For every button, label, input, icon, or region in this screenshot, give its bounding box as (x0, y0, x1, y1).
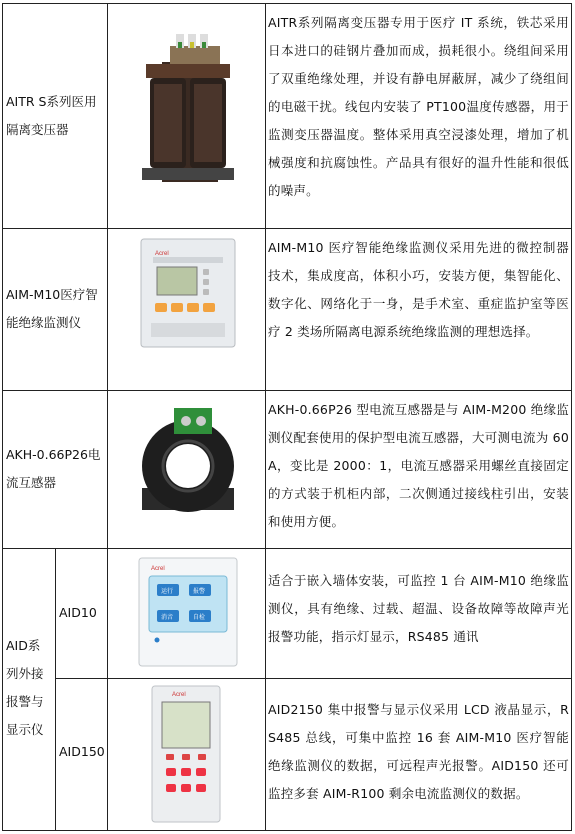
mute-button-label: 消音 (161, 614, 174, 621)
insulation-monitor-image (133, 237, 243, 352)
product-description: AIM-M10 医疗智能绝缘监测仪采用先进的微控制器技术，集成度高，体积小巧，安装方便，集智能化、数字化、网络化于一身，是手术室、重症监护室等医疗 2 类场所隔离电源系统绝缘监测的理想选择。 (268, 240, 569, 339)
brand-logo: Acrel (151, 566, 165, 572)
current-transformer-image (128, 400, 248, 520)
product-description: 适合于嵌入墙体安装，可监控 1 台 AIM-M10 绝缘监测仪，具有绝缘、过载、超温、设备故障等故障声光报警功能，指示灯显示，RS485 通讯 (268, 573, 569, 644)
product-name: AIM-M10医疗智能绝缘监测仪 (6, 287, 98, 330)
group-name: AID系列外接报警与显示仪 (6, 638, 44, 737)
col-divider (265, 3, 266, 831)
col-divider (55, 548, 56, 831)
lcd-display-unit-image (150, 684, 222, 824)
run-button-label: 运行 (161, 588, 174, 595)
isolation-transformer-image (140, 24, 236, 199)
product-name: AID150 (59, 744, 105, 759)
row-divider (2, 228, 572, 229)
row-divider (2, 3, 572, 4)
col-divider (571, 3, 572, 831)
product-description: AID2150 集中报警与显示仪采用 LCD 液晶显示，RS485 总线，可集中监控 16 套 AIM-M10 医疗智能绝缘监测仪的数据，可远程声光报警。AID150 还可监控多套 AIM-R100 剩余电流监测仪的数据。 (268, 702, 569, 801)
alarm-panel-image (137, 556, 239, 668)
row-divider (2, 830, 572, 831)
col-divider (107, 3, 108, 831)
self-test-button-label: 自检 (193, 614, 206, 621)
alarm-button-label: 报警 (193, 588, 206, 595)
brand-logo: Acrel (172, 692, 186, 698)
brand-logo: Acrel (155, 251, 169, 257)
product-name: AITR S系列医用隔离变压器 (6, 94, 97, 137)
row-divider (2, 390, 572, 391)
product-description: AITR系列隔离变压器专用于医疗 IT 系统，铁芯采用日本进口的硅钢片叠加而成，损耗很小。绕组间采用了双重绝缘处理，并设有静电屏蔽屏，减少了绕组间的电磁干扰。线包内安装了 PT100温度传感器，用于监测变压器温度。整体采用真空浸漆处理，增加了机械强度和抗腐蚀性。产品具有很好的温升性能和很低的噪声。 (268, 15, 569, 198)
row-divider (55, 678, 572, 679)
product-name: AKH-0.66P26电流互感器 (6, 447, 101, 490)
product-name: AID10 (59, 605, 97, 620)
col-divider (2, 3, 3, 831)
product-description: AKH-0.66P26 型电流互感器是与 AIM-M200 绝缘监测仪配套使用的保护型电流互感器，大可测电流为 60A，变比是 2000：1，电流互感器采用螺丝直接固定的方式装于机柜内部，二次侧通过接线柱引出，安装和使用方便。 (268, 402, 569, 529)
row-divider (2, 548, 572, 549)
